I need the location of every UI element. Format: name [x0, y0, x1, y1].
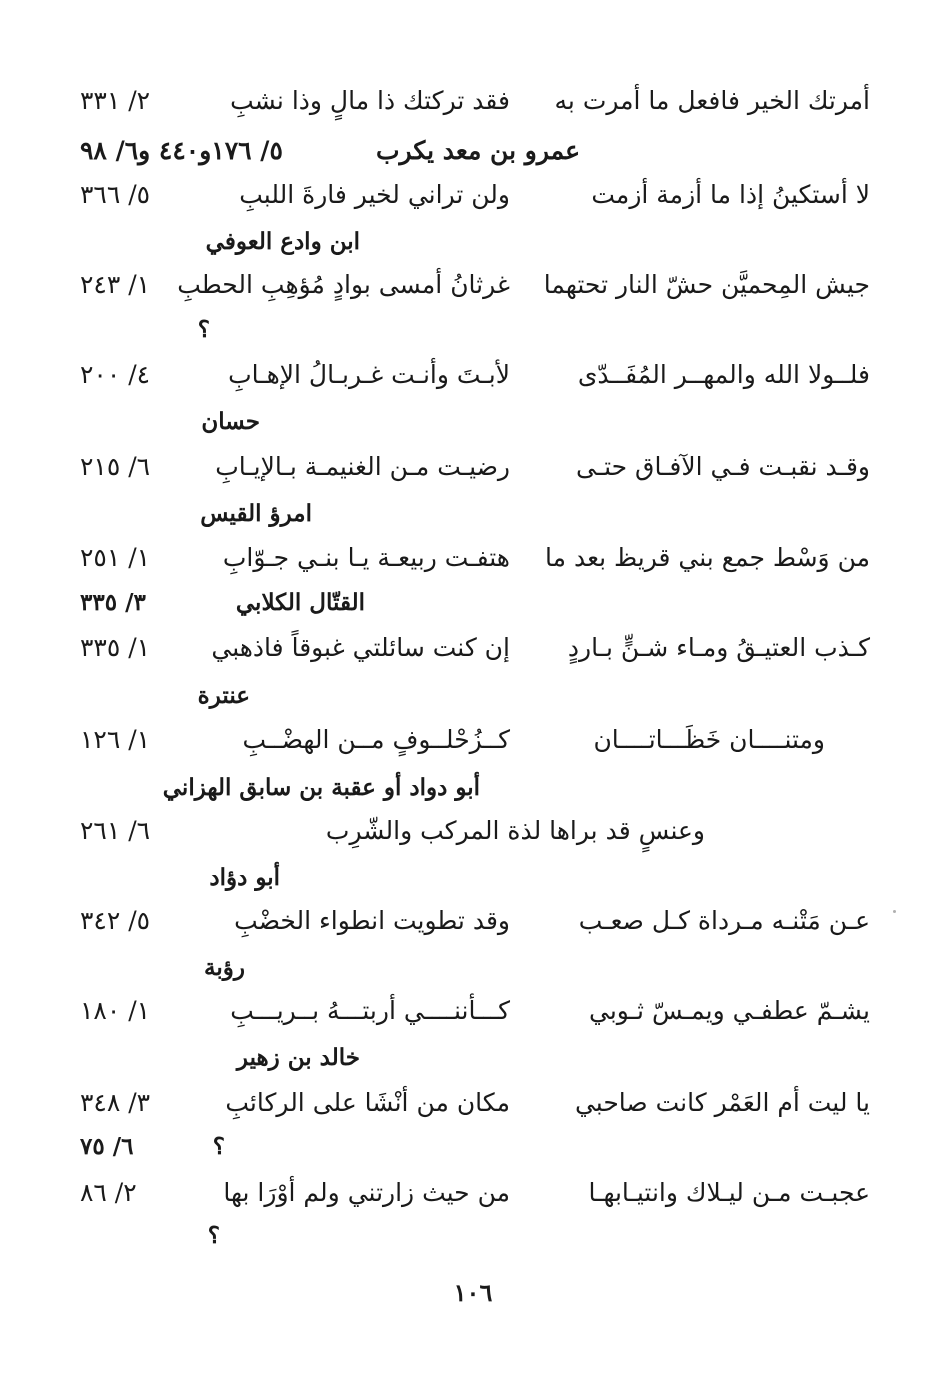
verse-line: [80, 78, 870, 124]
volume-page-reference: ٣/ ٣٣٥: [80, 589, 146, 616]
poet-line: [80, 768, 870, 808]
volume-page-reference: ٢/ ٨٦: [80, 1178, 137, 1207]
volume-page-reference: ٥/ ٣٤٢: [80, 906, 151, 935]
verse-text: وعنسٍ قد براها لذة المركب والشّرِب: [325, 816, 705, 845]
verse-second-hemistich: مكان من أنْشَا على الركائبِ: [225, 1088, 510, 1117]
poet-name: أبو دواد أو عقبة بن سابق الهزاني: [162, 774, 480, 801]
poet-line: [80, 310, 870, 350]
verse-line: [80, 1080, 870, 1126]
poet-name: ؟: [212, 1133, 225, 1160]
volume-page-reference: ٢/ ٣٣١: [80, 86, 151, 115]
verse-line: [80, 1170, 870, 1216]
verse-line: [80, 172, 870, 218]
poet-name: أبو دؤاد: [209, 864, 280, 891]
verse-line: [80, 352, 870, 398]
poet-line: [80, 676, 870, 716]
verse-line: [80, 808, 870, 854]
verse-line: [80, 988, 870, 1034]
volume-page-reference: ٦/ ٧٥: [80, 1133, 134, 1160]
page-number: ١٠٦: [453, 1278, 493, 1307]
verse-first-hemistich: فلــولا الله والمهــر المُفَــدّى: [577, 360, 870, 389]
poet-line: [80, 1124, 870, 1170]
poet-line: [80, 222, 870, 262]
verse-line: [80, 717, 870, 763]
poet-line: [80, 858, 870, 898]
poet-line: [80, 1216, 870, 1256]
verse-second-hemistich: رضيـت مـن الغنيمـة بـالإيـابِ: [215, 452, 510, 481]
verse-second-hemistich: كــزُحْلــوفٍ مــن الهضْــبِ: [242, 725, 510, 754]
speck: [893, 910, 896, 913]
poet-name: القتّال الكلابي: [235, 589, 365, 616]
verse-line: [80, 262, 870, 308]
poet-name: ؟: [207, 1222, 220, 1249]
poet-name: عمرو بن معد يكرب: [375, 136, 580, 165]
poet-line: [80, 1038, 870, 1078]
volume-page-reference: ٥/ ١٧٦و٤٤٠ و٦/ ٩٨: [80, 136, 283, 165]
verse-second-hemistich: وقد تطويت انطواء الخضْبِ: [234, 906, 510, 935]
verse-second-hemistich: من حيث زارتني ولم أوْرَا بها: [223, 1178, 510, 1207]
volume-page-reference: ٦/ ٢١٥: [80, 452, 151, 481]
verse-second-hemistich: فقد تركتك ذا مالٍ وذا نشبِ: [230, 86, 510, 115]
volume-page-reference: ٤/ ٢٠٠: [80, 360, 151, 389]
volume-page-reference: ١/ ٢٤٣: [80, 270, 151, 299]
verse-second-hemistich: كـــأننــــي أربتـــهُ بــريـــبِ: [230, 996, 510, 1025]
verse-second-hemistich: إن كنت سائلتي غبوقاً فاذهبي: [211, 633, 510, 662]
poet-line: [80, 580, 870, 626]
verse-first-hemistich: من وَسْط جمع بني قريظ بعد ما: [545, 543, 870, 572]
poet-name: رؤبة: [204, 954, 245, 981]
verse-first-hemistich: عـن مَتْنـه مـرداة كـل صعـب: [578, 906, 870, 935]
verse-first-hemistich: يشـمّ عطفـي ويمـسّ ثـوبي: [589, 996, 870, 1025]
verse-second-hemistich: غرثانُ أمسى بوادٍ مُؤهِبِ الحطبِ: [177, 270, 510, 299]
poet-line: [80, 494, 870, 534]
poet-line: [80, 128, 870, 174]
verse-second-hemistich: ولن تراني لخير فارةَ اللببِ: [239, 180, 510, 209]
poet-name: حسان: [201, 408, 260, 435]
verse-first-hemistich: كـذب العتيـقُ ومـاء شـنٍّ بـاردٍ: [567, 633, 870, 662]
verse-first-hemistich: يا ليت أم العَمْر كانت صاحبي: [574, 1088, 870, 1117]
verse-first-hemistich: وقـد نقبـت فـي الآفـاق حتـى: [575, 452, 870, 481]
verse-line: [80, 625, 870, 671]
poet-name: خالد بن زهير: [236, 1044, 360, 1071]
verse-line: [80, 535, 870, 581]
verse-first-hemistich: أمرتك الخير فافعل ما أمرت به: [554, 86, 870, 115]
verse-line: [80, 444, 870, 490]
volume-page-reference: ١/ ٢٥١: [80, 543, 151, 572]
poet-name: عنترة: [197, 682, 250, 709]
poet-name: امرؤ القيس: [200, 500, 312, 527]
verse-second-hemistich: لأبـتَ وأنـت غـربـالُ الإهـابِ: [228, 360, 510, 389]
volume-page-reference: ١/ ٣٣٥: [80, 633, 151, 662]
volume-page-reference: ٥/ ٣٦٦: [80, 180, 151, 209]
volume-page-reference: ١/ ١٨٠: [80, 996, 151, 1025]
volume-page-reference: ٦/ ٢٦١: [80, 816, 151, 845]
verse-first-hemistich: ومتنــــان خَظَـــاتــــان: [593, 725, 825, 754]
verse-first-hemistich: لا أستكينُ إذا ما أزمة أزمت: [591, 180, 870, 209]
verse-line: [80, 898, 870, 944]
volume-page-reference: ١/ ١٢٦: [80, 725, 151, 754]
verse-second-hemistich: هتفـت ربيعـة يـا بنـي جـوّابِ: [222, 543, 510, 572]
poet-name: ؟: [197, 316, 210, 343]
poet-line: [80, 948, 870, 988]
volume-page-reference: ٣/ ٣٤٨: [80, 1088, 151, 1117]
verse-first-hemistich: جيش المِحميَّن حشّ النار تحتهما: [543, 270, 870, 299]
poet-line: [80, 402, 870, 442]
verse-first-hemistich: عجبـت مـن ليـلاك وانتيـابهـا: [588, 1178, 870, 1207]
poet-name: ابن وادع العوفي: [205, 228, 360, 255]
